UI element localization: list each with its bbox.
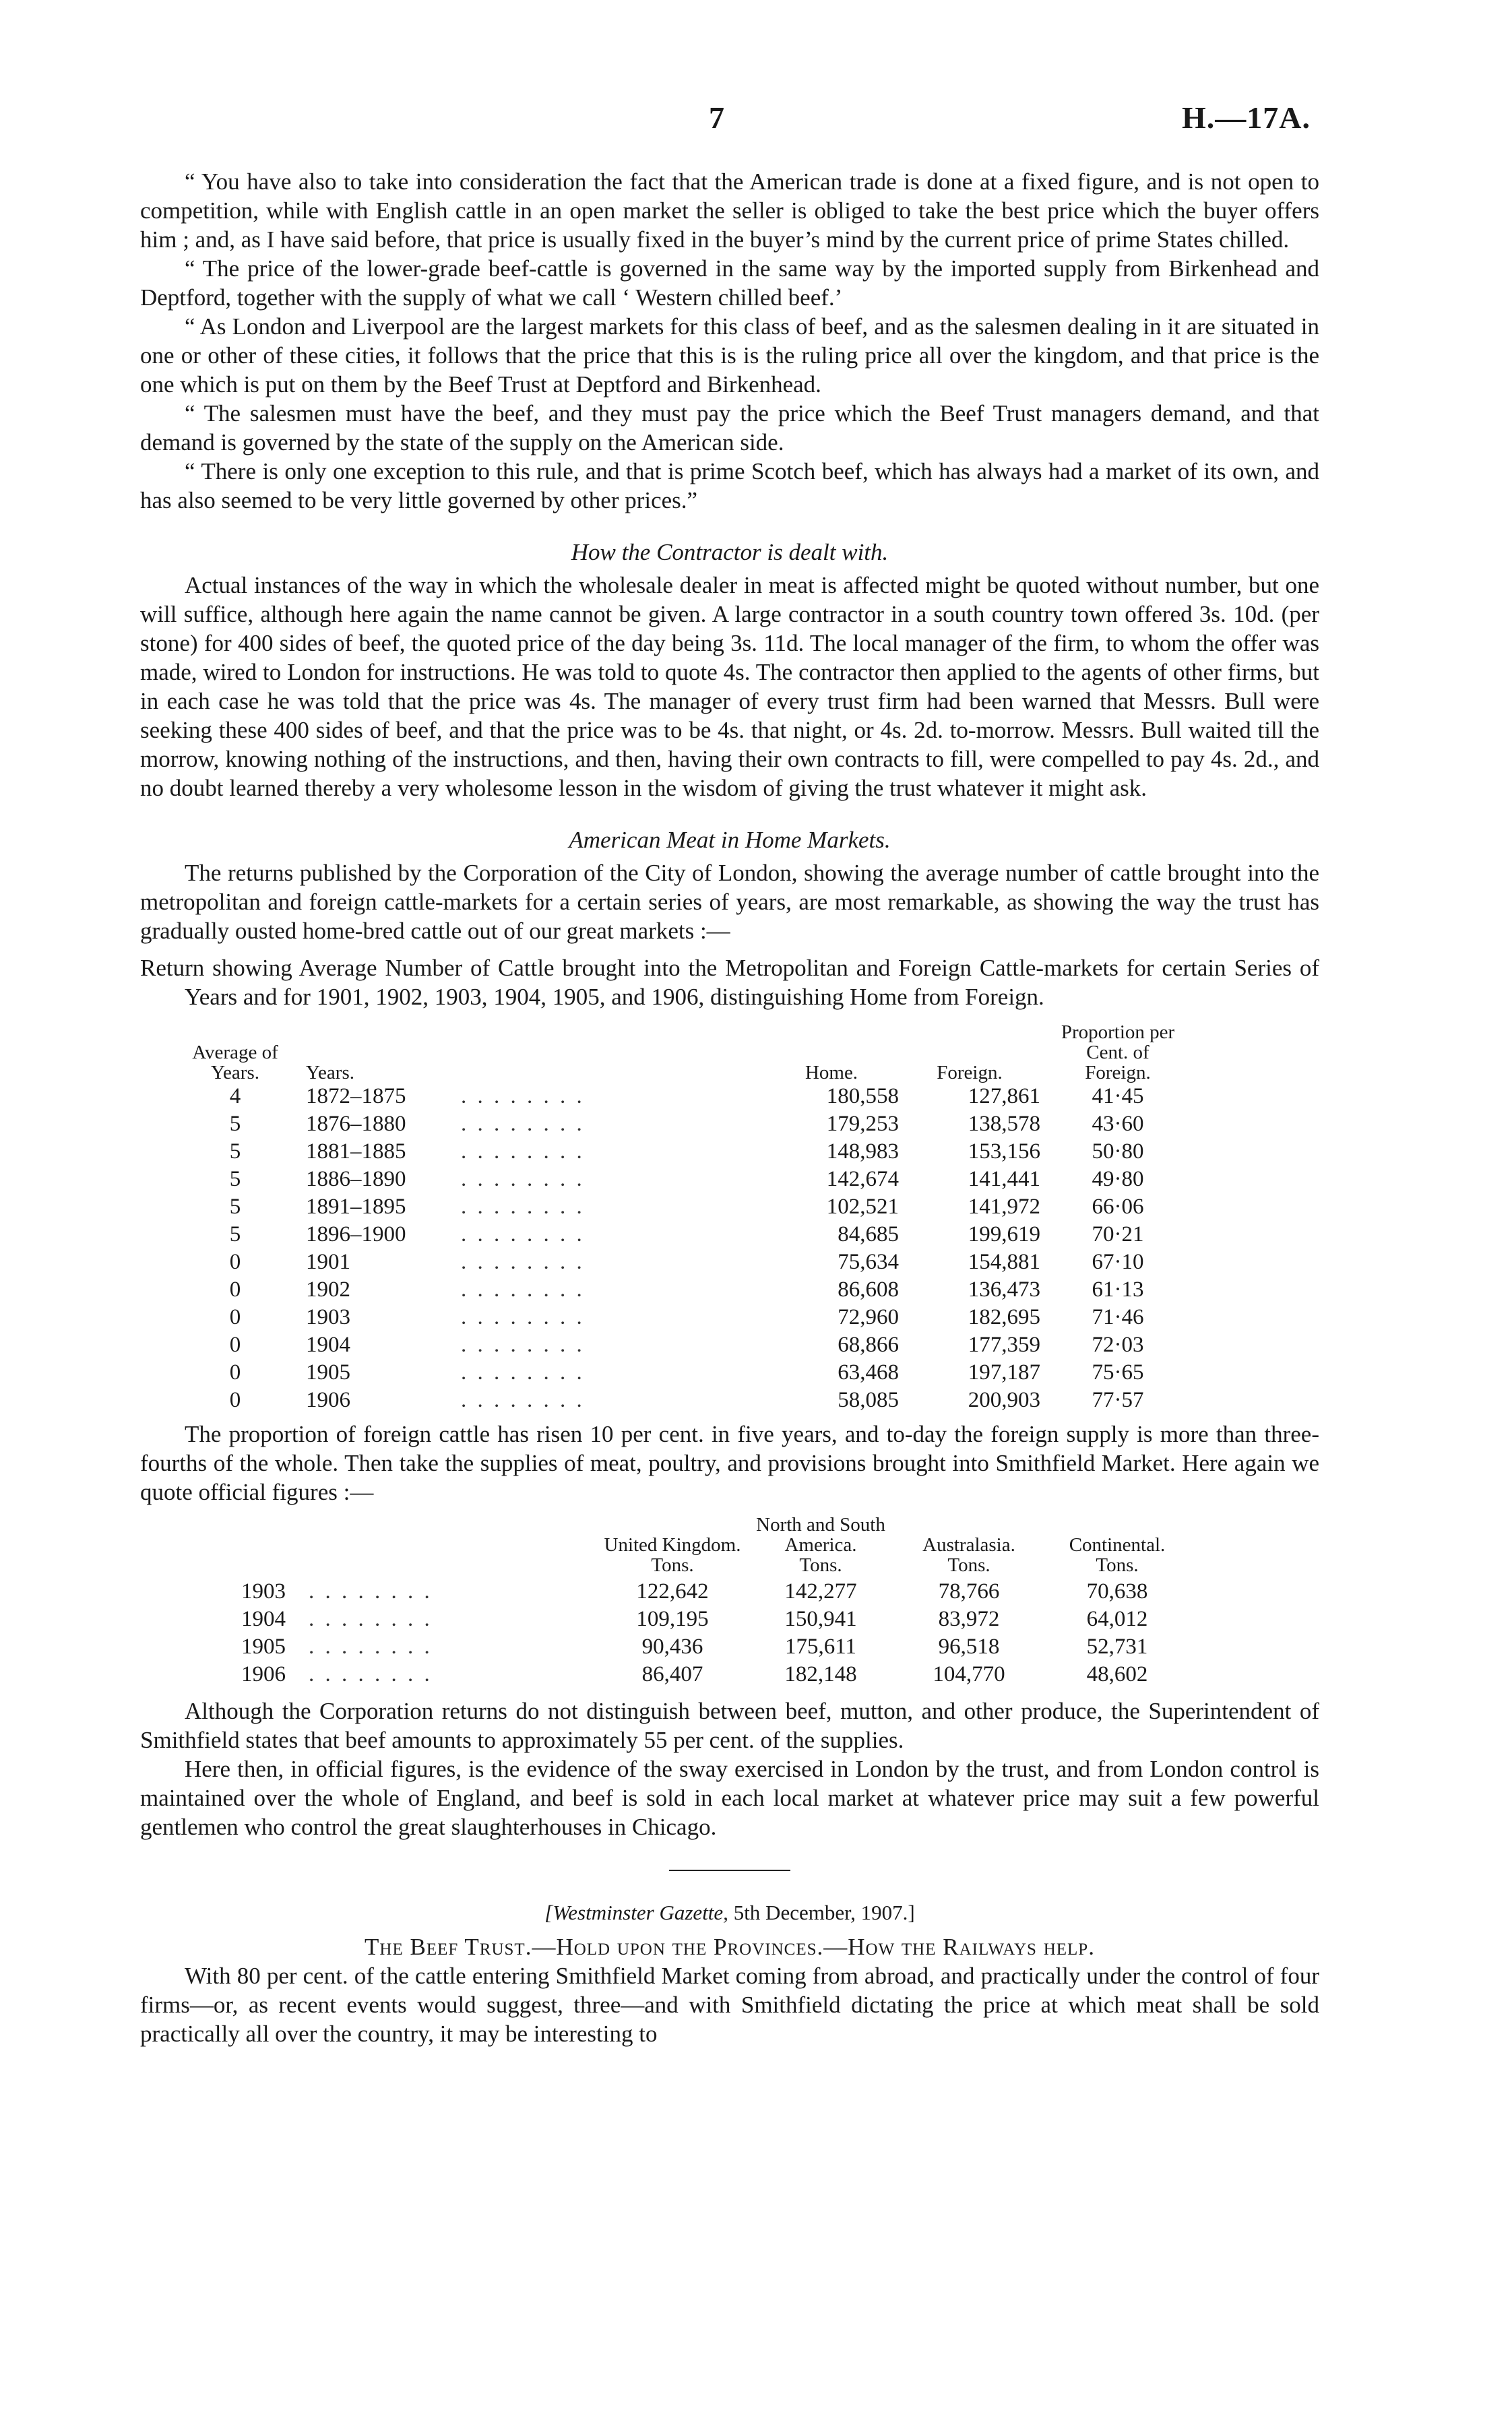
row-proportion: 75·65 xyxy=(1092,1360,1144,1385)
header-home: Home. xyxy=(805,1062,858,1083)
page-number: 7 xyxy=(709,100,724,135)
row-leader-dots: . . . . . . . . xyxy=(461,1305,585,1329)
table-row xyxy=(185,1359,1175,1387)
unit-label: Tons. xyxy=(799,1554,842,1576)
row-year: 1903 xyxy=(241,1579,286,1604)
row-average-years: 0 xyxy=(229,1388,241,1412)
section-heading-american-meat: American Meat in Home Markets. xyxy=(569,827,891,853)
row-years: 1902 xyxy=(306,1277,350,1302)
after-table-paragraph: Although the Corporation returns do not distinguish between beef, mutton, and other produce, the Superintendent of Smithfield states that beef amounts to approximately 55 per cent. of the supplies. xyxy=(140,1698,1319,1753)
row-leader-dots: . . . . . . . . xyxy=(461,1250,585,1274)
after-table-paragraph: Here then, in official figures, is the evidence of the sway exercised in London by the trust, and from London control is maintained over the whole of England, and beef is sold in each local market at whatever price may suit a few powerful gentlemen who control the great slaughterhouses in Chicago. xyxy=(140,1756,1319,1840)
quote-paragraph: “ The salesmen must have the beef, and they must pay the price which the Beef Trust managers demand, and that demand is governed by the state of the supply on the American side. xyxy=(140,400,1319,455)
row-average-years: 5 xyxy=(229,1222,241,1246)
article-subheading: The Beef Trust.—Hold upon the Provinces.—How the Railways help. xyxy=(365,1934,1095,1960)
row-home: 72,960 xyxy=(838,1305,899,1329)
row-average-years: 5 xyxy=(229,1139,241,1164)
row-years: 1905 xyxy=(306,1360,350,1385)
header-proportion: Proportion per Cent. of Foreign. xyxy=(1061,1021,1175,1083)
table-row xyxy=(185,1083,1175,1110)
header-years: Years. xyxy=(306,1062,354,1083)
table-row xyxy=(185,1276,1175,1304)
row-foreign: 177,359 xyxy=(968,1333,1040,1357)
row-home: 58,085 xyxy=(838,1388,899,1412)
row-home: 68,866 xyxy=(838,1333,899,1357)
row-average-years: 4 xyxy=(229,1084,241,1108)
row-average-years: 0 xyxy=(229,1250,241,1274)
header-spacer xyxy=(241,1555,309,1578)
row-foreign: 200,903 xyxy=(968,1388,1040,1412)
row-home: 102,521 xyxy=(826,1195,899,1219)
row-years: 1901 xyxy=(306,1250,350,1274)
row-home: 63,468 xyxy=(838,1360,899,1385)
row-years: 1904 xyxy=(306,1333,350,1357)
header-spacer xyxy=(241,1515,309,1555)
row-proportion: 67·10 xyxy=(1092,1250,1144,1274)
table-row xyxy=(185,1110,1175,1138)
quote-paragraph: “ The price of the lower-grade beef-cattle is governed in the same way by the imported supply from Birkenhead and Deptford, together with the supply of what we call ‘ Western chilled beef.’ xyxy=(140,255,1319,311)
row-foreign: 141,441 xyxy=(968,1167,1040,1191)
row-united-kingdom: 90,436 xyxy=(641,1635,703,1659)
table-row xyxy=(241,1606,1191,1633)
source-date: 5th December, 1907.] xyxy=(733,1901,915,1924)
header-united-kingdom: United Kingdom. xyxy=(604,1534,741,1556)
row-north-south-america: 182,148 xyxy=(784,1662,857,1686)
table-row xyxy=(185,1166,1175,1193)
row-home: 148,983 xyxy=(826,1139,899,1164)
row-proportion: 50·80 xyxy=(1092,1139,1144,1164)
row-leader-dots: . . . . . . . . xyxy=(461,1388,585,1412)
table-row xyxy=(241,1578,1191,1606)
row-average-years: 5 xyxy=(229,1112,241,1136)
row-north-south-america: 150,941 xyxy=(784,1607,857,1631)
row-australasia: 104,770 xyxy=(933,1662,1005,1686)
contractor-paragraph: Actual instances of the way in which the wholesale dealer in meat is affected might be quoted without number, but one will suffice, although here again the name cannot be given. A large contractor in a south country town offered 3s. 10d. (per stone) for 400 sides of beef, the quoted price of the day being 3s. 11d. The local manager of the firm, to whom the offer was made, wired to London for instructions. He was told to quote 4s. The contractor then applied to the agents of other firms, but in each case he was told that the price was 4s. The manager of every trust firm had been warned that Messrs. Bull were seeking these 400 sides of beef, and that the price was to be 4s. that night, or 4s. 2d. to-morrow. Messrs. Bull waited till the morrow, knowing nothing of the instructions, and then, having their own contracts to fill, were compelled to pay 4s. 2d., and no doubt learned thereby a very wholesome lesson in the wisdom of giving the trust whatever it might ask. xyxy=(140,572,1319,801)
row-foreign: 154,881 xyxy=(968,1250,1040,1274)
closing-paragraph: With 80 per cent. of the cattle entering Smithfield Market coming from abroad, and practically under the control of four firms—or, as recent events would suggest, three—and with Smithfield dictating the price at which meat shall be sold practically all over the country, it may be interesting to xyxy=(140,1963,1319,2047)
row-home: 86,608 xyxy=(838,1277,899,1302)
row-leader-dots: . . . . . . . . xyxy=(461,1360,585,1385)
row-north-south-america: 142,277 xyxy=(784,1579,857,1604)
row-leader-dots: . . . . . . . . xyxy=(309,1662,433,1686)
row-foreign: 182,695 xyxy=(968,1305,1040,1329)
row-year: 1905 xyxy=(241,1635,286,1659)
document-body xyxy=(140,94,1319,2048)
row-average-years: 0 xyxy=(229,1333,241,1357)
cattle-table-header xyxy=(185,1022,1175,1083)
header-spacer xyxy=(461,1022,764,1083)
row-leader-dots: . . . . . . . . xyxy=(461,1222,585,1246)
row-leader-dots: . . . . . . . . xyxy=(461,1139,585,1164)
table-row xyxy=(241,1633,1191,1661)
cattle-table xyxy=(185,1022,1175,1414)
header-continental: Continental. xyxy=(1069,1534,1166,1556)
row-leader-dots: . . . . . . . . xyxy=(309,1635,433,1659)
table-row xyxy=(185,1193,1175,1221)
row-foreign: 141,972 xyxy=(968,1195,1040,1219)
row-home: 84,685 xyxy=(838,1222,899,1246)
unit-label: Tons. xyxy=(1096,1554,1139,1576)
row-proportion: 77·57 xyxy=(1092,1388,1144,1412)
row-proportion: 66·06 xyxy=(1092,1195,1144,1219)
row-proportion: 70·21 xyxy=(1092,1222,1144,1246)
row-foreign: 199,619 xyxy=(968,1222,1040,1246)
row-average-years: 5 xyxy=(229,1167,241,1191)
row-proportion: 41·45 xyxy=(1092,1084,1144,1108)
header-foreign: Foreign. xyxy=(937,1062,1003,1083)
table-row xyxy=(185,1248,1175,1276)
table-row xyxy=(185,1221,1175,1248)
row-united-kingdom: 86,407 xyxy=(641,1662,703,1686)
row-years: 1876–1880 xyxy=(306,1112,406,1136)
row-years: 1891–1895 xyxy=(306,1195,406,1219)
table-row xyxy=(241,1661,1191,1688)
row-leader-dots: . . . . . . . . xyxy=(461,1277,585,1302)
row-australasia: 83,972 xyxy=(938,1607,1000,1631)
header-spacer xyxy=(309,1555,598,1578)
row-home: 179,253 xyxy=(826,1112,899,1136)
row-foreign: 197,187 xyxy=(968,1360,1040,1385)
source-citation xyxy=(140,1898,1319,1927)
row-leader-dots: . . . . . . . . xyxy=(461,1084,585,1108)
row-foreign: 138,578 xyxy=(968,1112,1040,1136)
row-united-kingdom: 109,195 xyxy=(636,1607,709,1631)
row-years: 1881–1885 xyxy=(306,1139,406,1164)
row-foreign: 127,861 xyxy=(968,1084,1040,1108)
row-united-kingdom: 122,642 xyxy=(636,1579,709,1604)
header-spacer xyxy=(309,1515,598,1555)
row-proportion: 72·03 xyxy=(1092,1333,1144,1357)
page-reference: H.—17A. xyxy=(1182,100,1311,135)
supply-table-header xyxy=(241,1515,1191,1555)
row-home: 142,674 xyxy=(826,1167,899,1191)
row-leader-dots: . . . . . . . . xyxy=(309,1579,433,1604)
quote-paragraph: “ As London and Liverpool are the largest markets for this class of beef, and as the salesmen dealing in it are situated in one or other of these cities, it follows that the price that this is is the ruling price all over the kingdom, and that price is the one which is put on them by the Beef Trust at Deptford and Birkenhead. xyxy=(140,313,1319,398)
row-average-years: 5 xyxy=(229,1195,241,1219)
unit-label: Tons. xyxy=(651,1554,694,1576)
row-leader-dots: . . . . . . . . xyxy=(309,1607,433,1631)
quote-paragraph: “ You have also to take into consideration the fact that the American trade is done at a fixed figure, and is not open to competition, while with English cattle in an open market the seller is obliged to take the best price which the buyer offers him ; and, as I have said before, that price is usually fixed in the buyer’s mind by the current price of prime States chilled. xyxy=(140,168,1319,253)
supply-table-units xyxy=(241,1555,1191,1578)
table-row xyxy=(185,1331,1175,1359)
row-continental: 64,012 xyxy=(1086,1607,1148,1631)
row-year: 1904 xyxy=(241,1607,286,1631)
row-foreign: 153,156 xyxy=(968,1139,1040,1164)
table-row xyxy=(185,1138,1175,1166)
row-year: 1906 xyxy=(241,1662,286,1686)
smithfield-supply-table xyxy=(241,1515,1191,1688)
row-foreign: 136,473 xyxy=(968,1277,1040,1302)
row-average-years: 0 xyxy=(229,1277,241,1302)
row-australasia: 78,766 xyxy=(938,1579,1000,1604)
row-leader-dots: . . . . . . . . xyxy=(461,1167,585,1191)
row-years: 1896–1900 xyxy=(306,1222,406,1246)
row-home: 75,634 xyxy=(838,1250,899,1274)
row-proportion: 61·13 xyxy=(1092,1277,1144,1302)
row-years: 1886–1890 xyxy=(306,1167,406,1191)
section-divider xyxy=(669,1870,790,1871)
row-years: 1903 xyxy=(306,1305,350,1329)
row-leader-dots: . . . . . . . . xyxy=(461,1195,585,1219)
return-title: Return showing Average Number of Cattle brought into the Metropolitan and Foreign Cattle-markets for certain Series of Years and for 1901, 1902, 1903, 1904, 1905, and 1906, distinguishing Home from Foreign. xyxy=(140,955,1319,1010)
row-continental: 52,731 xyxy=(1086,1635,1148,1659)
table-row xyxy=(185,1387,1175,1414)
row-average-years: 0 xyxy=(229,1360,241,1385)
section-heading-contractor: How the Contractor is dealt with. xyxy=(571,539,889,565)
row-continental: 70,638 xyxy=(1086,1579,1148,1604)
table-row xyxy=(185,1304,1175,1331)
row-home: 180,558 xyxy=(826,1084,899,1108)
row-years: 1906 xyxy=(306,1388,350,1412)
row-australasia: 96,518 xyxy=(938,1635,1000,1659)
header-average-of-years: Average of Years. xyxy=(192,1042,278,1083)
row-proportion: 43·60 xyxy=(1092,1112,1144,1136)
row-proportion: 49·80 xyxy=(1092,1167,1144,1191)
row-years: 1872–1875 xyxy=(306,1084,406,1108)
row-leader-dots: . . . . . . . . xyxy=(461,1112,585,1136)
unit-label: Tons. xyxy=(947,1554,990,1576)
row-leader-dots: . . . . . . . . xyxy=(461,1333,585,1357)
header-australasia: Australasia. xyxy=(922,1534,1015,1556)
between-tables-paragraph: The proportion of foreign cattle has risen 10 per cent. in five years, and to-day the foreign supply is more than three-fourths of the whole. Then take the supplies of meat, poultry, and provisions brought into Smithfield Market. Here again we quote official figures :— xyxy=(140,1421,1319,1505)
row-continental: 48,602 xyxy=(1086,1662,1148,1686)
row-north-south-america: 175,611 xyxy=(784,1635,857,1659)
source-publication: [Westminster Gazette, xyxy=(544,1901,728,1924)
header-north-south-america: North and South America. xyxy=(756,1514,885,1556)
american-intro-paragraph: The returns published by the Corporation of the City of London, showing the average number of cattle brought into the metropolitan and foreign cattle-markets for a certain series of years, are most remarkable, as showing the way the trust has gradually ousted home-bred cattle out of our great markets :— xyxy=(140,860,1319,944)
row-proportion: 71·46 xyxy=(1092,1305,1144,1329)
quote-paragraph: “ There is only one exception to this rule, and that is prime Scotch beef, which has always had a market of its own, and has also seemed to be very little governed by other prices.” xyxy=(140,458,1319,513)
row-average-years: 0 xyxy=(229,1305,241,1329)
